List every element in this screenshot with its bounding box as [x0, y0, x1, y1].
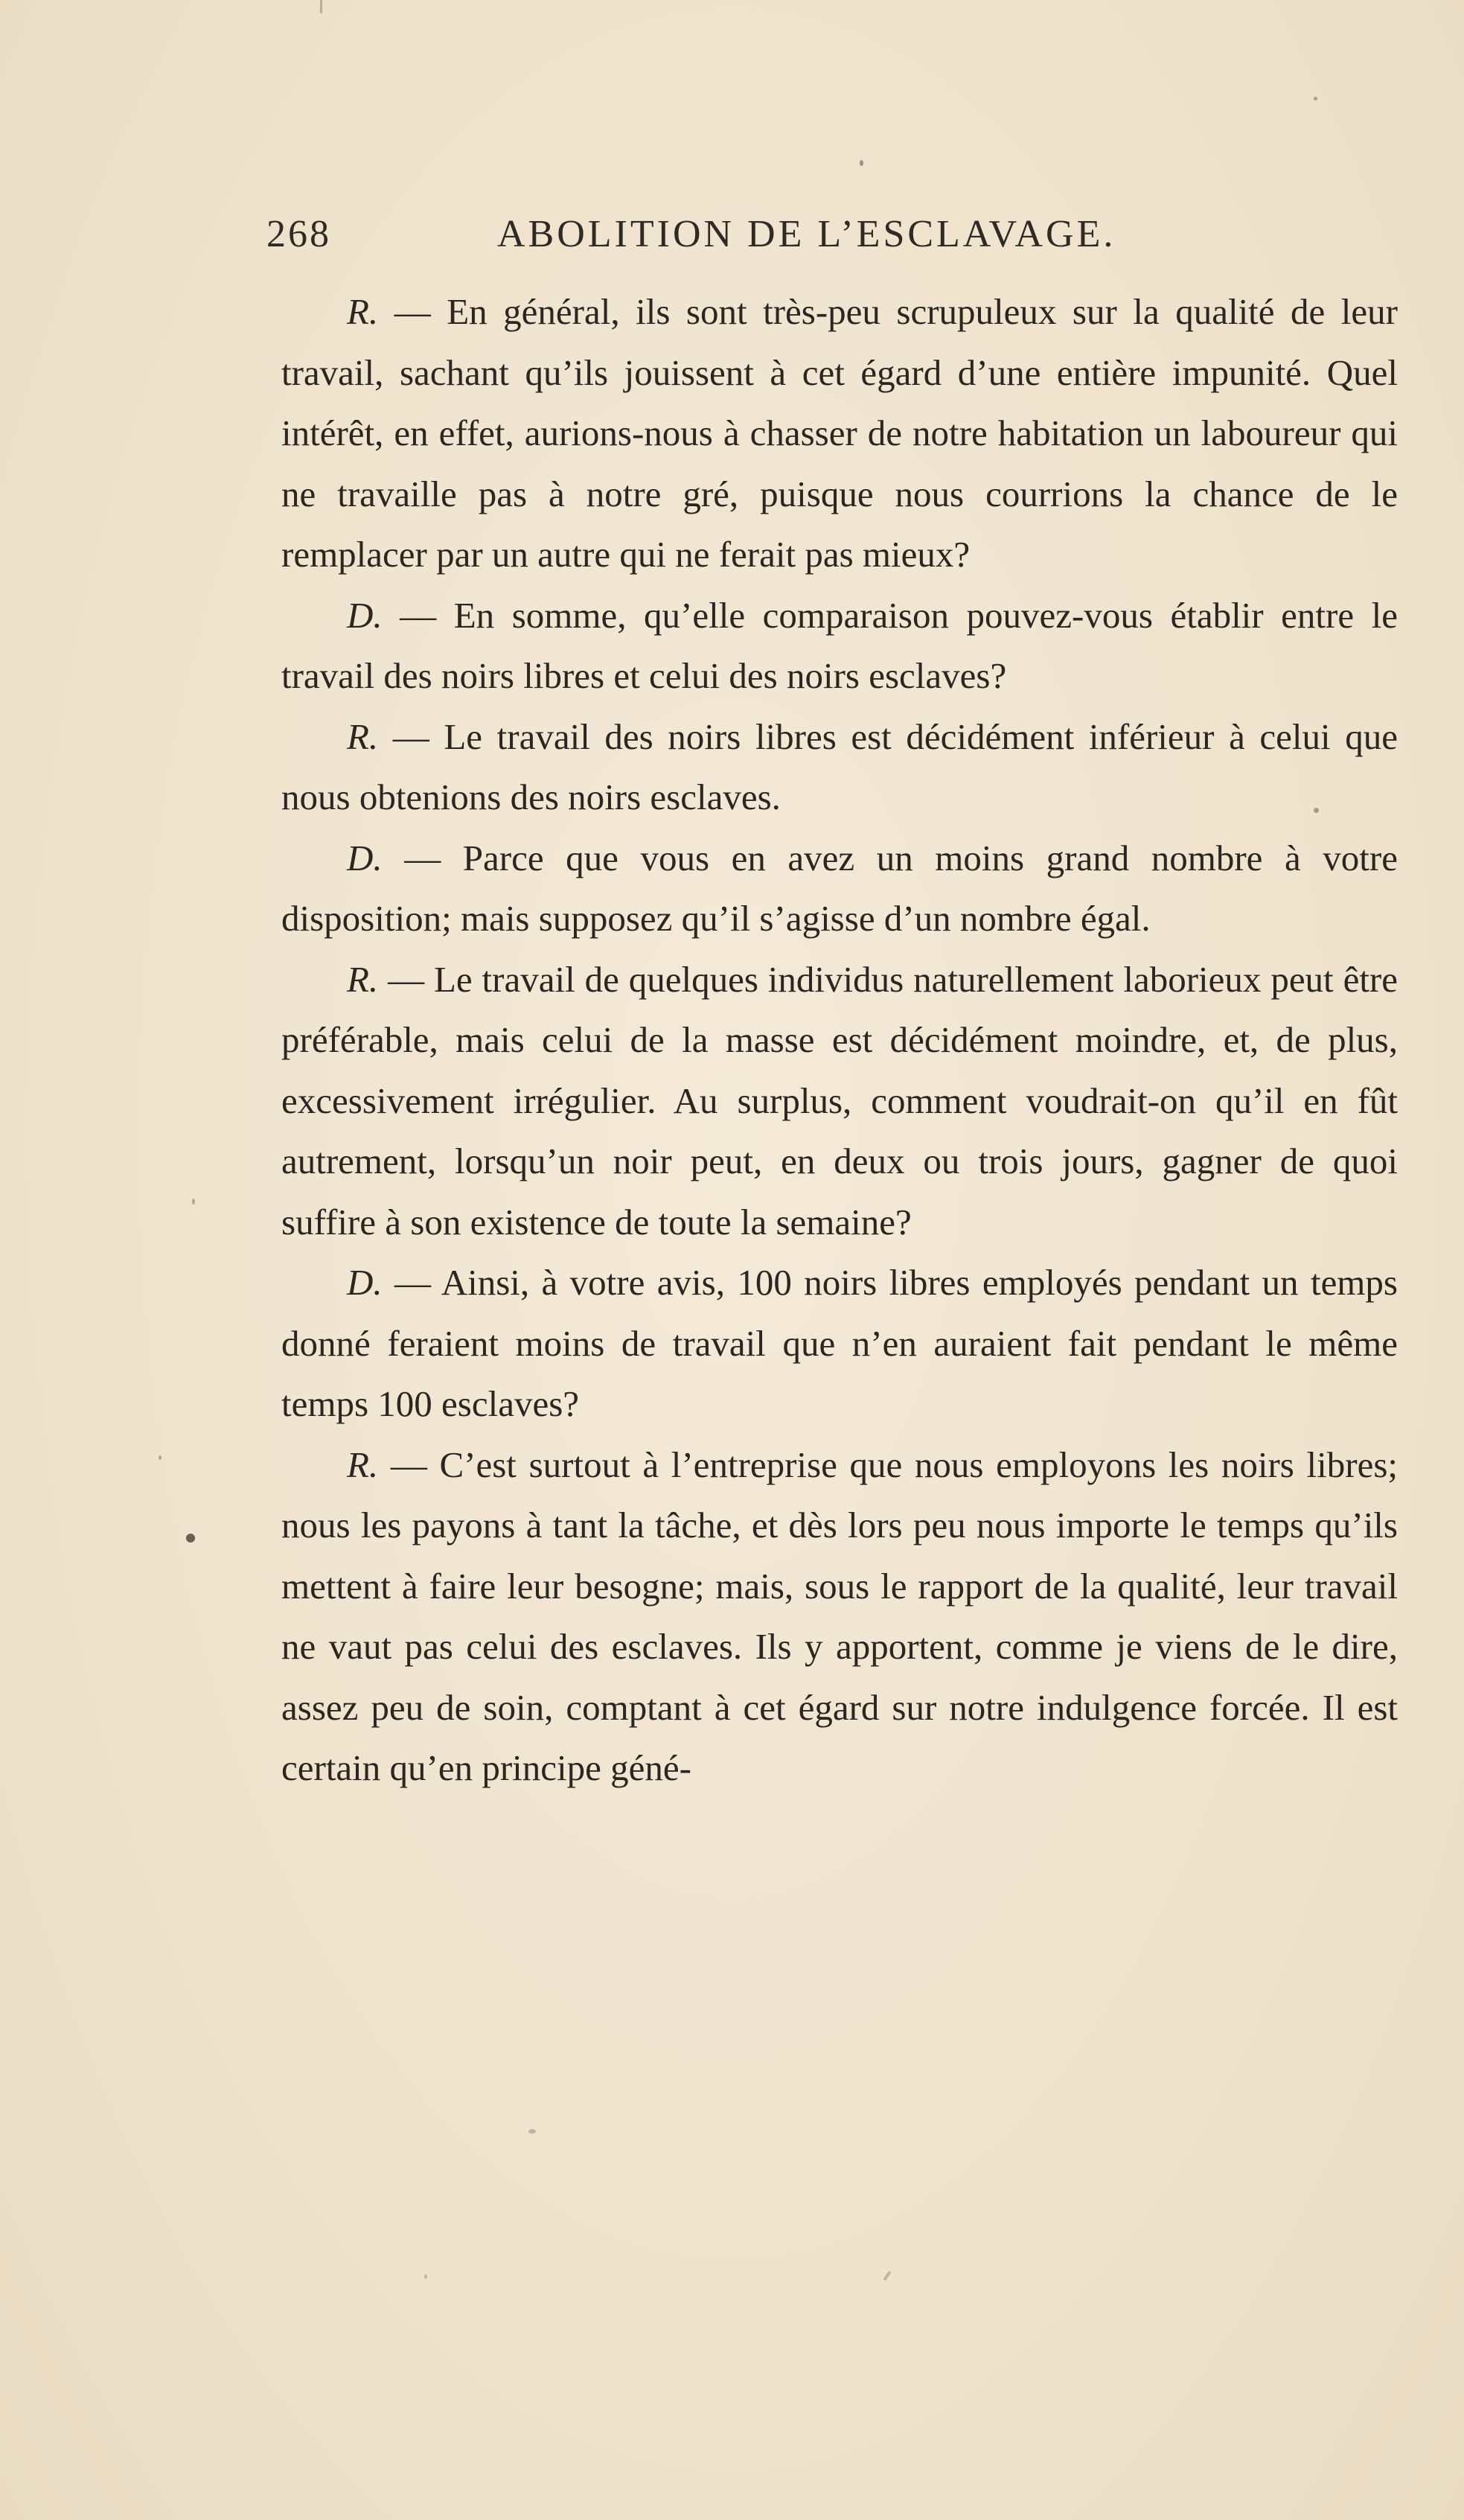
- speaker-label: R.: [347, 715, 379, 757]
- paragraph-text: — En somme, qu’elle comparaison pouvez-vous établir entre le travail des noirs libres et celui des noirs esclaves?: [281, 594, 1398, 696]
- paper-speck: [860, 160, 863, 166]
- paragraph: [281, 949, 1398, 1253]
- paper-speck: [159, 1455, 162, 1460]
- paragraph-text: — Ainsi, à votre avis, 100 noirs libres employés pendant un temps donné feraient moins de travail que n’en auraient fait pendant le même temps 100 esclaves?: [281, 1262, 1398, 1424]
- paragraph: [281, 828, 1398, 949]
- speaker-label: R.: [347, 1444, 379, 1485]
- page-number: 268: [266, 213, 331, 255]
- paragraph: [281, 1252, 1398, 1435]
- paragraph: [281, 281, 1398, 585]
- paper-speck: [1314, 97, 1317, 101]
- paragraph-text: — Parce que vous en avez un moins grand nombre à votre disposition; mais supposez qu’il s’agisse d’un nombre égal.: [281, 837, 1398, 939]
- speaker-label: D.: [347, 594, 383, 636]
- paper-speck: [528, 2129, 536, 2134]
- paper-speck: [186, 1534, 195, 1543]
- speaker-label: D.: [347, 837, 383, 878]
- paragraph-text: — En général, ils sont très-peu scrupuleux sur la qualité de leur travail, sachant qu’ils jouissent à cet égard d’une entière impunité. Quel intérêt, en effet, aurions-nous à chasser de notre habitation un laboureur qui ne travaille pas à notre gré, puisque nous courrions la chance de le remplacer par un autre qui ne ferait pas mieux?: [281, 291, 1398, 575]
- body-text: [281, 281, 1398, 1799]
- paper-speck: [320, 0, 322, 13]
- speaker-label: R.: [347, 291, 379, 332]
- paper-speck: [883, 2271, 891, 2281]
- speaker-label: D.: [347, 1262, 383, 1303]
- running-title: ABOLITION DE L’ESCLAVAGE.: [497, 213, 1116, 255]
- paragraph-text: — Le travail de quelques individus naturellement laborieux peut être préférable, mais celui de la masse est décidément moindre, et, de plus, excessivement irrégulier. Au surplus, comment voudrait-on qu’il en fût autrement, lorsqu’un noir peut, en deux ou trois jours, gagner de quoi suffire à son existence de toute la semaine?: [281, 958, 1398, 1243]
- running-head: [266, 212, 1182, 272]
- paragraph-text: — Le travail des noirs libres est décidément inférieur à celui que nous obtenions des noirs esclaves.: [281, 715, 1398, 817]
- paragraph: [281, 585, 1398, 706]
- paper-speck: [424, 2274, 427, 2279]
- paper-speck: [1314, 808, 1319, 813]
- paragraph-text: — C’est surtout à l’entreprise que nous employons les noirs libres; nous les payons à tant la tâche, et dès lors peu nous importe le temps qu’ils mettent à faire leur besogne; mais, sous le rapport de la qualité, leur travail ne vaut pas celui des esclaves. Ils y apportent, comme je viens de le dire, assez peu de soin, comptant à cet égard sur notre indulgence forcée. Il est certain qu’en principe géné-: [281, 1444, 1398, 1788]
- paragraph: [281, 1435, 1398, 1799]
- paper-speck: [192, 1199, 195, 1205]
- speaker-label: R.: [347, 958, 379, 1000]
- paragraph: [281, 706, 1398, 828]
